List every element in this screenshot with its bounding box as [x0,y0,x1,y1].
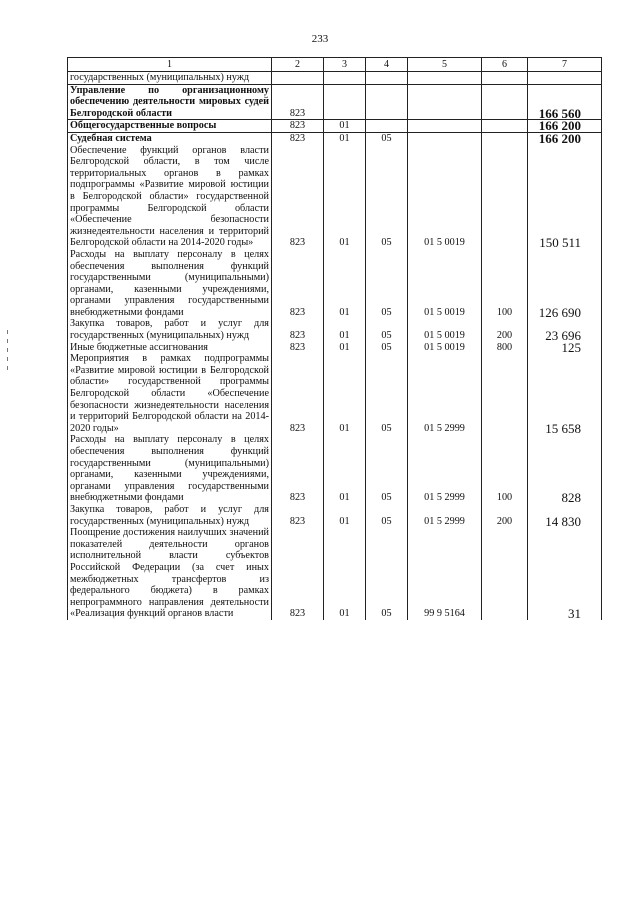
row-value-cell: 01 5 2999 [408,353,482,434]
row-name-cell: Закупка товаров, работ и услуг для государственных (муниципальных) нужд [68,504,272,527]
row-value-cell: 100 [482,434,528,504]
row-value-cell: 125 [528,342,602,354]
row-value-cell: 01 [324,132,366,144]
row-value-cell: 01 [324,504,366,527]
row-value-cell: 166 560 [528,84,602,120]
row-value-cell: 23 696 [528,318,602,341]
row-name-cell: Обеспечение функций органов власти Белгородской области, в том числе территориальных органов в рамках подпрограммы «Развитие мировой юстиции в Белгородской области» государственной программы Белгородской области «Обеспечение безопасности жизнедеятельности населения и территорий Белгородской области на 2014-2020 годы» [68,145,272,249]
row-value-cell: 823 [272,527,324,620]
row-value-cell [272,72,324,85]
row-value-cell: 31 [528,527,602,620]
row-name-cell: Общегосударственные вопросы [68,120,272,133]
row-value-cell: 05 [366,145,408,249]
row-value-cell [482,145,528,249]
row-value-cell: 01 5 0019 [408,342,482,354]
row-value-cell: 200 [482,504,528,527]
row-value-cell [482,120,528,133]
row-value-cell: 823 [272,132,324,144]
row-value-cell: 01 5 2999 [408,504,482,527]
row-value-cell: 126 690 [528,249,602,319]
row-value-cell: 828 [528,434,602,504]
row-value-cell: 15 658 [528,353,602,434]
row-value-cell: 823 [272,249,324,319]
row-value-cell [408,120,482,133]
table-row [68,120,602,133]
row-value-cell: 01 [324,353,366,434]
column-header: 1 [68,58,272,72]
row-value-cell: 100 [482,249,528,319]
row-value-cell [408,132,482,144]
row-name-cell: Судебная система [68,132,272,144]
row-value-cell: 823 [272,120,324,133]
row-value-cell: 166 200 [528,132,602,144]
row-value-cell: 823 [272,504,324,527]
row-value-cell: 823 [272,145,324,249]
row-value-cell: 05 [366,318,408,341]
row-value-cell: 823 [272,318,324,341]
row-value-cell: 05 [366,249,408,319]
table-row [68,434,602,504]
row-name-cell: Мероприятия в рамках подпрограммы «Развитие мировой юстиции в Белгородской области» государственной программы Белгородской области «Обеспечение безопасности жизнедеятельности населения и территорий Белгородской области на 2014-2020 годы» [68,353,272,434]
budget-table [67,57,602,620]
row-value-cell: 823 [272,342,324,354]
column-header: 3 [324,58,366,72]
table-row [68,342,602,354]
row-value-cell: 99 9 5164 [408,527,482,620]
row-value-cell: 823 [272,434,324,504]
table-row [68,84,602,120]
table-row [68,72,602,85]
margin-marks [6,330,10,390]
column-header: 6 [482,58,528,72]
row-value-cell [482,353,528,434]
row-value-cell [408,72,482,85]
row-value-cell [482,527,528,620]
row-name-cell: Поощрение достижения наилучших значений показателей деятельности органов исполнительной власти субъектов Российской Федерации (за счет иных межбюджетных трансфертов из федерального бюджета) в рамках непрограммного направления деятельности «Реализация функций органов власти [68,527,272,620]
row-name-cell: Расходы на выплату персоналу в целях обеспечения выполнения функций государственными (муниципальными) органами, казенными учреждениями, органами управления государственными внебюджетными фондами [68,434,272,504]
row-value-cell [482,84,528,120]
table-row [68,132,602,144]
row-value-cell [324,84,366,120]
row-value-cell [528,72,602,85]
row-value-cell: 01 5 0019 [408,318,482,341]
table-row [68,249,602,319]
row-value-cell [482,132,528,144]
row-value-cell: 166 200 [528,120,602,133]
row-value-cell: 01 5 2999 [408,434,482,504]
row-value-cell: 05 [366,353,408,434]
row-value-cell [408,84,482,120]
row-value-cell: 01 [324,249,366,319]
row-name-cell: государственных (муниципальных) нужд [68,72,272,85]
row-value-cell: 05 [366,342,408,354]
row-value-cell: 823 [272,84,324,120]
row-value-cell [482,72,528,85]
row-value-cell: 01 5 0019 [408,145,482,249]
row-value-cell: 01 5 0019 [408,249,482,319]
row-value-cell: 05 [366,132,408,144]
row-value-cell: 14 830 [528,504,602,527]
row-name-cell: Иные бюджетные ассигнования [68,342,272,354]
table-row [68,318,602,341]
column-header: 2 [272,58,324,72]
table-row [68,145,602,249]
row-value-cell [324,72,366,85]
row-name-cell: Расходы на выплату персоналу в целях обеспечения выполнения функций государственными (муниципальными) органами, казенными учреждениями, органами управления государственными внебюджетными фондами [68,249,272,319]
row-value-cell: 05 [366,504,408,527]
table-row [68,353,602,434]
row-name-cell: Управление по организационному обеспечению деятельности мировых судей Белгородской области [68,84,272,120]
row-value-cell: 01 [324,145,366,249]
row-value-cell [366,120,408,133]
table-row [68,504,602,527]
page-number: 233 [311,33,329,45]
row-value-cell [366,72,408,85]
row-value-cell: 150 511 [528,145,602,249]
row-value-cell: 800 [482,342,528,354]
row-value-cell: 05 [366,527,408,620]
row-value-cell: 01 [324,527,366,620]
row-value-cell: 01 [324,120,366,133]
row-value-cell: 05 [366,434,408,504]
column-header: 5 [408,58,482,72]
column-header: 4 [366,58,408,72]
table-header-row [68,58,602,72]
column-header: 7 [528,58,602,72]
row-value-cell: 823 [272,353,324,434]
row-value-cell: 01 [324,434,366,504]
row-value-cell: 01 [324,342,366,354]
table-row [68,527,602,620]
row-value-cell: 200 [482,318,528,341]
row-value-cell: 01 [324,318,366,341]
row-value-cell [366,84,408,120]
row-name-cell: Закупка товаров, работ и услуг для государственных (муниципальных) нужд [68,318,272,341]
